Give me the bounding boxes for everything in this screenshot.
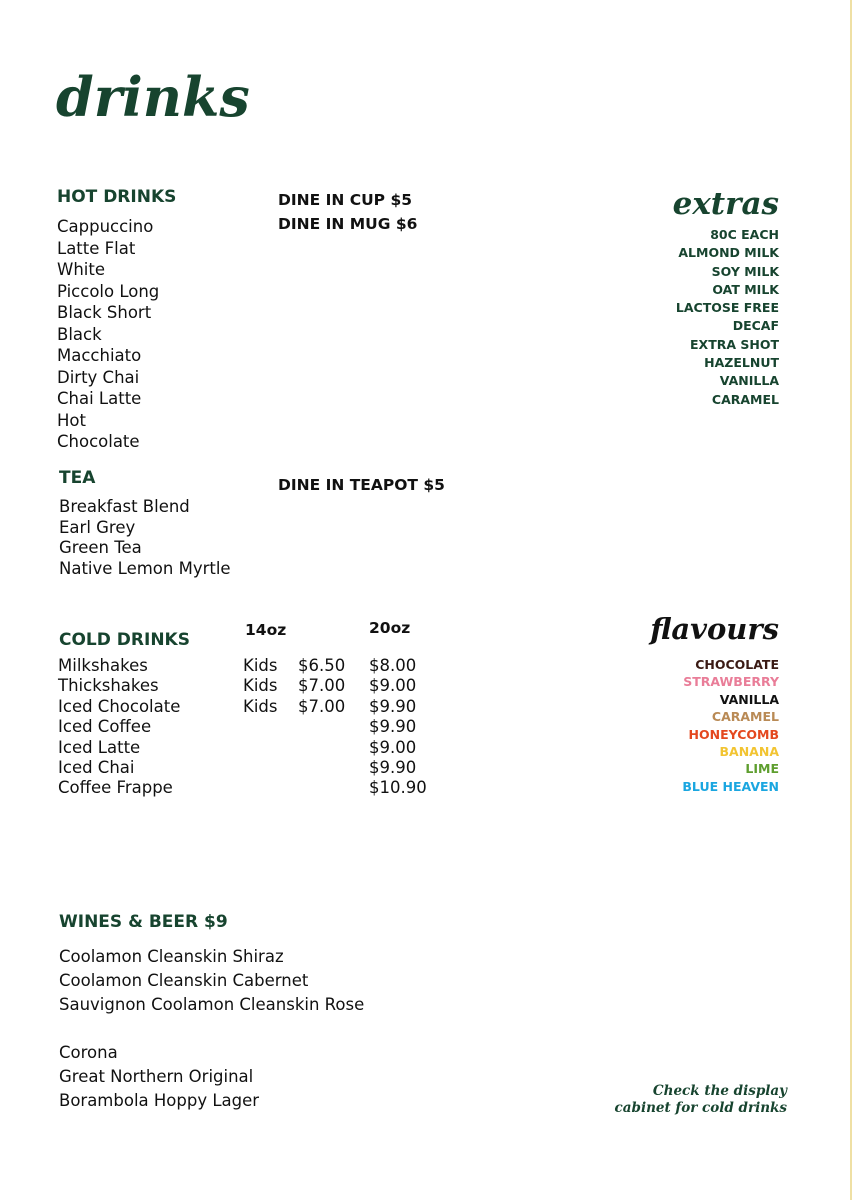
extras-item: LACTOSE FREE — [675, 300, 779, 316]
price-20oz: $8.00 — [369, 656, 417, 675]
list-item: Coolamon Cleanskin Shiraz — [59, 947, 284, 966]
size-14oz-label: 14oz — [245, 621, 287, 639]
dine-in-teapot-price: DINE IN TEAPOT $5 — [278, 476, 445, 494]
price-20oz: $9.00 — [369, 676, 417, 696]
size-20oz-label: 20oz — [369, 619, 411, 637]
drink-name: Iced Chocolate — [58, 696, 181, 716]
hot-drinks-list — [57, 216, 159, 453]
flavour-item: LIME — [745, 761, 779, 777]
flavours-list — [682, 656, 779, 795]
list-item: Earl Grey — [59, 517, 136, 537]
price-14oz: $6.50 — [298, 656, 346, 675]
price-20oz: $9.00 — [369, 737, 417, 757]
list-item: Corona — [59, 1043, 118, 1062]
table-row — [58, 758, 458, 778]
list-item: Chocolate — [57, 432, 140, 451]
list-item: Piccolo Long — [57, 281, 160, 301]
extras-item: HAZELNUT — [704, 355, 779, 371]
page-edge-line — [850, 0, 852, 1200]
list-item: Macchiato — [57, 346, 142, 365]
dine-in-mug-price: DINE IN MUG $6 — [278, 215, 418, 233]
extras-item: EXTRA SHOT — [690, 336, 779, 352]
price-20oz: $9.90 — [369, 757, 417, 777]
list-item: Breakfast Blend — [59, 497, 190, 516]
beer-list — [59, 1041, 259, 1113]
table-row — [58, 676, 458, 696]
kids-label: Kids — [243, 676, 278, 696]
extras-list — [676, 226, 779, 409]
note-line: cabinet for cold drinks — [614, 1100, 787, 1116]
price-14oz: $7.00 — [298, 676, 346, 696]
list-item: Cappuccino — [57, 217, 154, 236]
list-item: Coolamon Cleanskin Cabernet — [59, 971, 309, 990]
list-item: Great Northern Original — [59, 1067, 254, 1086]
flavour-item: HONEYCOMB — [688, 726, 779, 742]
extras-heading: extras — [672, 186, 779, 222]
price-20oz: $9.90 — [369, 696, 417, 716]
list-item: Hot — [57, 410, 86, 430]
list-item: Chai Latte — [57, 389, 142, 408]
wines-beer-heading: WINES & BEER $9 — [59, 912, 228, 932]
table-row — [58, 738, 458, 758]
list-item: Black Short — [57, 303, 152, 322]
wine-list — [59, 945, 364, 1017]
drink-name: Milkshakes — [58, 656, 148, 675]
drink-name: Thickshakes — [58, 676, 159, 696]
table-row — [58, 778, 458, 798]
list-item: Green Tea — [59, 538, 142, 558]
price-20oz: $9.90 — [369, 717, 417, 737]
list-item: Borambola Hoppy Lager — [59, 1091, 260, 1110]
cold-drinks-table — [58, 656, 458, 799]
table-row — [58, 717, 458, 737]
flavour-item: CHOCOLATE — [695, 657, 779, 672]
extras-item: SOY MILK — [711, 263, 779, 279]
table-row — [58, 656, 458, 676]
flavour-item: BANANA — [719, 743, 779, 759]
flavour-item: CARAMEL — [711, 709, 779, 725]
flavours-heading: flavours — [650, 612, 779, 646]
extras-item: CARAMEL — [711, 391, 779, 407]
extras-item: ALMOND MILK — [678, 245, 779, 261]
list-item: White — [57, 260, 105, 279]
table-row — [58, 697, 458, 717]
hot-drinks-heading: HOT DRINKS — [57, 187, 177, 207]
list-item: Sauvignon Coolamon Cleanskin Rose — [59, 995, 365, 1014]
list-item: Black — [57, 324, 102, 344]
flavour-item: BLUE HEAVEN — [682, 778, 779, 794]
cabinet-note — [615, 1083, 787, 1117]
list-item: Native Lemon Myrtle — [59, 558, 231, 578]
page-title: drinks — [56, 65, 250, 129]
note-line: Check the display — [652, 1083, 787, 1099]
kids-label: Kids — [243, 696, 278, 716]
price-14oz: $7.00 — [298, 696, 346, 716]
drink-name: Iced Latte — [58, 737, 141, 757]
extras-item: DECAF — [732, 318, 779, 334]
drink-name: Iced Chai — [58, 757, 135, 777]
kids-label: Kids — [243, 656, 278, 675]
tea-heading: TEA — [59, 468, 96, 488]
tea-list — [59, 497, 231, 579]
list-item: Dirty Chai — [57, 367, 140, 387]
extras-item: OAT MILK — [712, 281, 779, 297]
price-20oz: $10.90 — [369, 778, 427, 798]
dine-in-cup-price: DINE IN CUP $5 — [278, 191, 413, 209]
flavour-item: VANILLA — [719, 691, 779, 707]
extras-item: VANILLA — [719, 373, 779, 389]
drink-name: Iced Coffee — [58, 717, 152, 737]
flavour-item: STRAWBERRY — [683, 674, 779, 690]
cold-drinks-heading: COLD DRINKS — [59, 630, 190, 650]
extras-item: 80C EACH — [710, 227, 779, 242]
list-item: Latte Flat — [57, 238, 136, 258]
drink-name: Coffee Frappe — [58, 778, 173, 798]
